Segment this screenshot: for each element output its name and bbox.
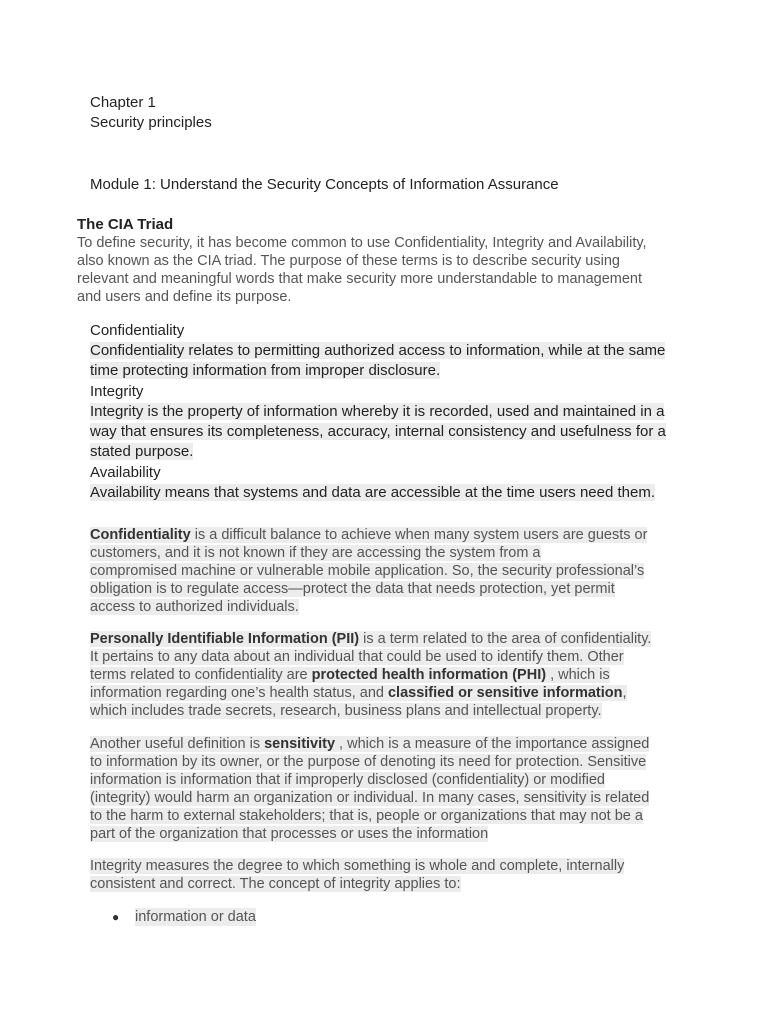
bullet-list [112,908,256,926]
paragraph-text: obligation is to regulate access—protect the data that needs protection, yet permit [90,581,615,597]
bold-term: classified or sensitive information [387,685,623,701]
definition-term-availability: Availability [90,464,161,481]
definition-term-confidentiality: Confidentiality [90,322,185,339]
paragraph-text: is a term related to the area of confidentiality. [359,631,652,647]
bold-term: sensitivity [264,736,336,752]
paragraph-text: , which is [546,667,610,683]
bullet-icon: ● [112,910,120,924]
paragraph-text: is a difficult balance to achieve when many system users are guests or [190,527,648,543]
bold-term: Confidentiality [90,527,191,543]
section-intro [77,234,647,306]
paragraph-text: part of the organization that processes or uses the information [90,826,489,842]
bold-term: protected health information (PHI) [311,667,547,683]
paragraph-text: information is information that if improperly disclosed (confidentiality) or modified [90,772,605,788]
paragraph-text: , which is a measure of the importance assigned [335,736,650,752]
paragraph-text: information regarding one’s health status, and [90,685,388,701]
definition-text: Confidentiality relates to permitting authorized access to information, while at the same [90,342,666,359]
list-item-text: information or data [135,909,256,925]
paragraph-text: It pertains to any data about an individual that could be used to identify them. Other [90,649,624,665]
chapter-header [90,93,212,133]
definition-text: way that ensures its completeness, accuracy, internal consistency and usefulness for a [90,423,666,440]
paragraph-text: to the harm to external stakeholders; that is, people or organizations that may not be a [90,808,643,824]
list-item [112,908,256,926]
intro-line: also known as the CIA triad. The purpose of these terms is to describe security using [77,253,620,269]
definition-text: Availability means that systems and data are accessible at the time users need them. [90,484,656,501]
paragraph-pii [90,630,651,720]
definition-text: Integrity is the property of information whereby it is recorded, used and maintained in a [90,403,665,420]
paragraph-sensitivity [90,735,649,843]
intro-line: and users and define its purpose. [77,289,292,305]
intro-line: relevant and meaningful words that make security more understandable to management [77,271,643,287]
paragraph-text: terms related to confidentiality are [90,667,312,683]
paragraph-text: customers, and it is not known if they are accessing the system from a [90,545,541,561]
definition-text: time protecting information from improper disclosure. [90,362,441,379]
cia-definitions [90,320,666,503]
definition-term-integrity: Integrity [90,383,144,400]
module-title: Module 1: Understand the Security Concepts of Information Assurance [90,176,559,193]
definition-text: stated purpose. [90,443,194,460]
paragraph-text: Another useful definition is [90,736,265,752]
paragraph-text: Integrity measures the degree to which something is whole and complete, internally [90,858,625,874]
intro-line: To define security, it has become common to use Confidentiality, Integrity and Availability, [77,235,647,251]
paragraph-text: to information by its owner, or the purpose of denoting its need for protection. Sensitive [90,754,647,770]
chapter-title: Security principles [90,114,212,131]
paragraph-confidentiality [90,526,647,616]
section-heading: The CIA Triad [77,216,174,233]
paragraph-text: which includes trade secrets, research, business plans and intellectual property. [90,703,602,719]
paragraph-text: (integrity) would harm an organization or individual. In many cases, sensitivity is related [90,790,650,806]
paragraph-text: consistent and correct. The concept of integrity applies to: [90,876,461,892]
bold-term: Personally Identifiable Information (PII) [90,631,360,647]
chapter-label: Chapter 1 [90,94,156,111]
paragraph-integrity [90,857,624,893]
paragraph-text: compromised machine or vulnerable mobile application. So, the security professional’s [90,563,645,579]
paragraph-text: access to authorized individuals. [90,599,299,615]
paragraph-text: , [622,685,627,701]
